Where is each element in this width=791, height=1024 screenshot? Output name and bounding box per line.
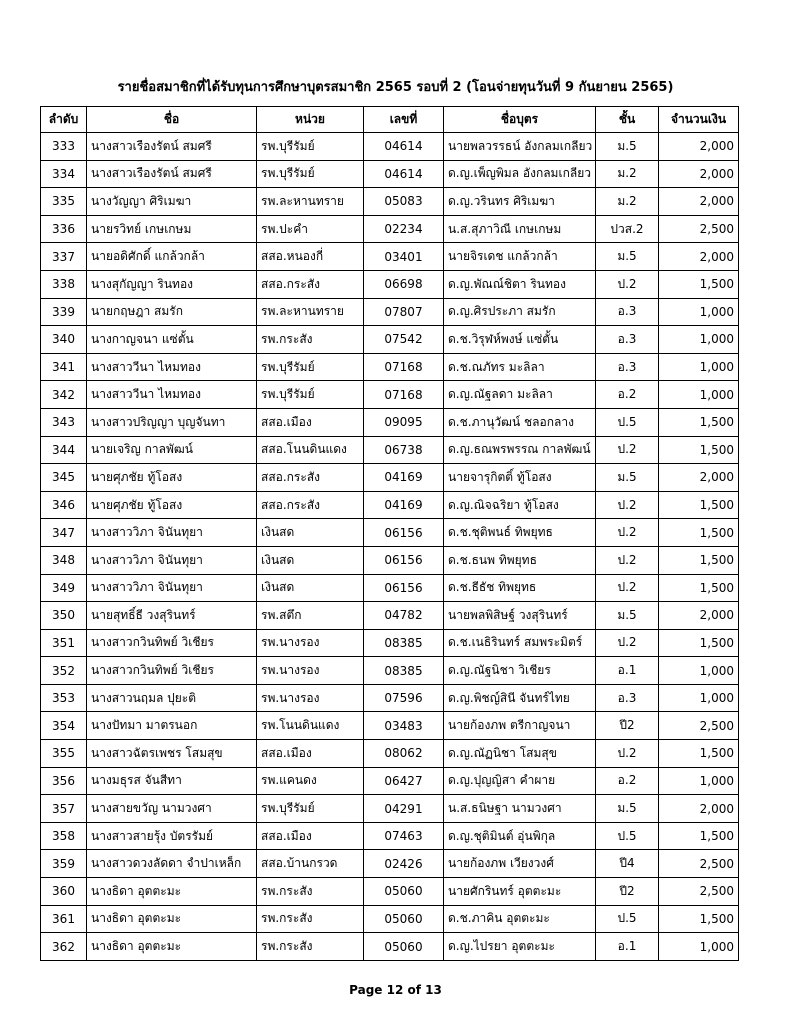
table-row — [41, 188, 739, 216]
cell-member-id: 02234 — [364, 215, 444, 243]
cell-name: นางธิดา อุตตะมะ — [87, 878, 257, 906]
table-row — [41, 602, 739, 630]
cell-child: ด.ช.ชุติพนธ์ ทิพยุทธ — [444, 519, 596, 547]
cell-name: นายอดิศักดิ์ แกล้วกล้า — [87, 243, 257, 271]
cell-name: นายศุภชัย ทู้โอสง — [87, 491, 257, 519]
cell-child: ด.ญ.วรินทร ศิริเมฆา — [444, 188, 596, 216]
table-row — [41, 519, 739, 547]
cell-no: 339 — [41, 298, 87, 326]
cell-amount: 1,000 — [659, 326, 739, 354]
col-header-name: ชื่อ — [87, 107, 257, 133]
cell-name: นางวัญญา ศิริเมฆา — [87, 188, 257, 216]
cell-name: นายกฤษฎา สมรัก — [87, 298, 257, 326]
cell-unit: รพ.แคนดง — [257, 767, 364, 795]
cell-no: 340 — [41, 326, 87, 354]
cell-amount: 2,000 — [659, 602, 739, 630]
cell-no: 348 — [41, 546, 87, 574]
cell-name: นางสาวนฤมล ปุยะติ — [87, 684, 257, 712]
cell-no: 337 — [41, 243, 87, 271]
cell-amount: 1,500 — [659, 491, 739, 519]
cell-child: ด.ช.ธีธัช ทิพยุทธ — [444, 574, 596, 602]
cell-member-id: 07807 — [364, 298, 444, 326]
col-header-no: ลำดับ — [41, 107, 87, 133]
cell-name: นางสุกัญญา รินทอง — [87, 270, 257, 298]
header-row — [41, 107, 739, 133]
cell-member-id: 06698 — [364, 270, 444, 298]
cell-grade: ม.2 — [596, 160, 659, 188]
cell-unit: รพ.บุรีรัมย์ — [257, 353, 364, 381]
cell-name: นายเจริญ กาลพัฒน์ — [87, 436, 257, 464]
cell-amount: 1,000 — [659, 933, 739, 961]
cell-child: นายจิรเดช แกล้วกล้า — [444, 243, 596, 271]
cell-child: ด.ญ.ณัฐนิชา วิเชียร — [444, 657, 596, 685]
cell-amount: 1,500 — [659, 740, 739, 768]
cell-member-id: 04614 — [364, 133, 444, 161]
cell-grade: ป.2 — [596, 629, 659, 657]
cell-child: ด.ญ.เพ็ญพิมล อังกลมเกลียว — [444, 160, 596, 188]
cell-unit: เงินสด — [257, 574, 364, 602]
cell-grade: ป.5 — [596, 905, 659, 933]
cell-member-id: 08385 — [364, 629, 444, 657]
cell-child: ด.ช.วิรุฬห์พงษ์ แซ่ตั้น — [444, 326, 596, 354]
cell-unit: รพ.กระสัง — [257, 905, 364, 933]
table-row — [41, 850, 739, 878]
cell-unit: สสอ.เมือง — [257, 822, 364, 850]
cell-name: นางสาวปริญญา บุญจันทา — [87, 408, 257, 436]
cell-member-id: 05060 — [364, 933, 444, 961]
table-row — [41, 270, 739, 298]
cell-name: นางสาวดวงลัดดา จำปาเหล็ก — [87, 850, 257, 878]
cell-amount: 1,500 — [659, 905, 739, 933]
cell-unit: รพ.กระสัง — [257, 878, 364, 906]
cell-unit: รพ.นางรอง — [257, 629, 364, 657]
col-header-unit: หน่วย — [257, 107, 364, 133]
cell-amount: 2,000 — [659, 133, 739, 161]
cell-grade: ม.5 — [596, 464, 659, 492]
cell-grade: ป.5 — [596, 408, 659, 436]
cell-member-id: 02426 — [364, 850, 444, 878]
cell-member-id: 06156 — [364, 574, 444, 602]
cell-amount: 1,500 — [659, 270, 739, 298]
cell-amount: 1,000 — [659, 767, 739, 795]
cell-member-id: 03483 — [364, 712, 444, 740]
cell-no: 358 — [41, 822, 87, 850]
cell-member-id: 08385 — [364, 657, 444, 685]
cell-child: นายศักรินทร์ อุตตะมะ — [444, 878, 596, 906]
cell-child: ด.ช.ธนพ ทิพยุทธ — [444, 546, 596, 574]
table-row — [41, 215, 739, 243]
cell-child: ด.ญ.ณิจฉริยา ทู้โอสง — [444, 491, 596, 519]
cell-no: 347 — [41, 519, 87, 547]
table-row — [41, 408, 739, 436]
cell-child: ด.ญ.ธณพรพรรณ กาลพัฒน์ — [444, 436, 596, 464]
table-row — [41, 491, 739, 519]
cell-child: ด.ญ.ณัฏนิชา โสมสุข — [444, 740, 596, 768]
cell-member-id: 05060 — [364, 878, 444, 906]
cell-member-id: 06738 — [364, 436, 444, 464]
cell-name: นางสาวเรืองรัตน์ สมศรี — [87, 160, 257, 188]
cell-amount: 1,500 — [659, 436, 739, 464]
cell-name: นางสาววิภา จินันทุยา — [87, 519, 257, 547]
cell-unit: รพ.บุรีรัมย์ — [257, 133, 364, 161]
cell-child: น.ส.ธนิษฐา นามวงศา — [444, 795, 596, 823]
table-row — [41, 133, 739, 161]
cell-unit: สสอ.กระสัง — [257, 491, 364, 519]
cell-amount: 1,000 — [659, 353, 739, 381]
cell-member-id: 07542 — [364, 326, 444, 354]
table-row — [41, 767, 739, 795]
cell-grade: ป.2 — [596, 574, 659, 602]
cell-name: นางสาววีนา ไหมทอง — [87, 381, 257, 409]
cell-grade: อ.3 — [596, 353, 659, 381]
cell-no: 352 — [41, 657, 87, 685]
cell-unit: รพ.สตึก — [257, 602, 364, 630]
cell-name: นายรวิทย์ เกษเกษม — [87, 215, 257, 243]
cell-grade: ม.5 — [596, 133, 659, 161]
cell-amount: 1,000 — [659, 298, 739, 326]
document-title: รายชื่อสมาชิกที่ได้รับทุนการศึกษาบุตรสมาชิก 2565 รอบที่ 2 (โอนจ่ายทุนวันที่ 9 กันยายน 2565) — [117, 80, 674, 95]
cell-amount: 2,000 — [659, 795, 739, 823]
cell-child: ด.ญ.ชุติมินต์ อุ่นพิกุล — [444, 822, 596, 850]
scholarship-table — [40, 106, 739, 961]
cell-no: 360 — [41, 878, 87, 906]
cell-child: นายก้องภพ เวียงวงศ์ — [444, 850, 596, 878]
cell-name: นางสาววิภา จินันทุยา — [87, 574, 257, 602]
cell-no: 351 — [41, 629, 87, 657]
cell-amount: 2,000 — [659, 243, 739, 271]
cell-no: 334 — [41, 160, 87, 188]
cell-member-id: 07168 — [364, 381, 444, 409]
cell-member-id: 06156 — [364, 546, 444, 574]
cell-grade: ป.2 — [596, 740, 659, 768]
cell-member-id: 04169 — [364, 491, 444, 519]
cell-no: 344 — [41, 436, 87, 464]
cell-name: นางปัทมา มาตรนอก — [87, 712, 257, 740]
cell-member-id: 07168 — [364, 353, 444, 381]
cell-member-id: 04291 — [364, 795, 444, 823]
cell-child: ด.ญ.พัณณ์ชิตา รินทอง — [444, 270, 596, 298]
cell-grade: ป.2 — [596, 546, 659, 574]
cell-member-id: 03401 — [364, 243, 444, 271]
table-row — [41, 905, 739, 933]
cell-amount: 2,000 — [659, 464, 739, 492]
cell-no: 356 — [41, 767, 87, 795]
cell-member-id: 04614 — [364, 160, 444, 188]
cell-name: นางสาวกวินทิพย์ วิเชียร — [87, 629, 257, 657]
cell-unit: สสอ.บ้านกรวด — [257, 850, 364, 878]
cell-grade: ปี2 — [596, 712, 659, 740]
cell-no: 343 — [41, 408, 87, 436]
table-row — [41, 243, 739, 271]
cell-name: นางกาญจนา แซ่ตั้น — [87, 326, 257, 354]
cell-grade: ป.2 — [596, 270, 659, 298]
cell-child: ด.ช.ภานุวัฒน์ ชลอกลาง — [444, 408, 596, 436]
cell-amount: 1,000 — [659, 684, 739, 712]
cell-amount: 1,000 — [659, 657, 739, 685]
cell-grade: ม.5 — [596, 795, 659, 823]
cell-member-id: 07463 — [364, 822, 444, 850]
cell-amount: 1,500 — [659, 546, 739, 574]
cell-name: นายสุทธิ์ธี วงสุรินทร์ — [87, 602, 257, 630]
cell-unit: รพ.บุรีรัมย์ — [257, 795, 364, 823]
cell-no: 342 — [41, 381, 87, 409]
cell-unit: เงินสด — [257, 546, 364, 574]
cell-grade: อ.1 — [596, 657, 659, 685]
cell-no: 355 — [41, 740, 87, 768]
cell-grade: ม.5 — [596, 243, 659, 271]
cell-no: 357 — [41, 795, 87, 823]
cell-no: 341 — [41, 353, 87, 381]
table-row — [41, 878, 739, 906]
cell-unit: สสอ.หนองกี่ — [257, 243, 364, 271]
table-row — [41, 933, 739, 961]
cell-grade: ป.2 — [596, 491, 659, 519]
table-row — [41, 436, 739, 464]
cell-amount: 1,500 — [659, 574, 739, 602]
cell-unit: รพ.กระสัง — [257, 933, 364, 961]
table-row — [41, 326, 739, 354]
cell-member-id: 04782 — [364, 602, 444, 630]
table-row — [41, 740, 739, 768]
cell-child: ด.ญ.พิชญ์สินี จันทร์ไทย — [444, 684, 596, 712]
cell-grade: อ.2 — [596, 767, 659, 795]
col-header-child: ชื่อบุตร — [444, 107, 596, 133]
cell-amount: 2,500 — [659, 215, 739, 243]
cell-no: 336 — [41, 215, 87, 243]
cell-no: 335 — [41, 188, 87, 216]
cell-grade: อ.3 — [596, 684, 659, 712]
cell-grade: อ.1 — [596, 933, 659, 961]
cell-grade: อ.3 — [596, 326, 659, 354]
cell-member-id: 05083 — [364, 188, 444, 216]
table-row — [41, 353, 739, 381]
cell-child: ด.ญ.ปุญญิสา คำผาย — [444, 767, 596, 795]
cell-unit: รพ.โนนดินแดง — [257, 712, 364, 740]
cell-no: 346 — [41, 491, 87, 519]
table-row — [41, 546, 739, 574]
cell-amount: 2,000 — [659, 160, 739, 188]
cell-name: นางธิดา อุตตะมะ — [87, 933, 257, 961]
cell-name: นางธิดา อุตตะมะ — [87, 905, 257, 933]
cell-unit: รพ.ปะคำ — [257, 215, 364, 243]
cell-grade: ป.5 — [596, 822, 659, 850]
cell-grade: อ.3 — [596, 298, 659, 326]
cell-no: 345 — [41, 464, 87, 492]
table-row — [41, 464, 739, 492]
cell-amount: 1,500 — [659, 822, 739, 850]
cell-grade: ป.2 — [596, 519, 659, 547]
cell-child: ด.ญ.ณัฐลดา มะลิลา — [444, 381, 596, 409]
cell-unit: รพ.นางรอง — [257, 657, 364, 685]
cell-name: นางสาวเรืองรัตน์ สมศรี — [87, 133, 257, 161]
cell-amount: 1,500 — [659, 519, 739, 547]
cell-child: ด.ญ.ศิรประภา สมรัก — [444, 298, 596, 326]
cell-no: 362 — [41, 933, 87, 961]
cell-no: 359 — [41, 850, 87, 878]
cell-unit: รพ.บุรีรัมย์ — [257, 381, 364, 409]
table-row — [41, 795, 739, 823]
cell-amount: 1,000 — [659, 381, 739, 409]
page-footer: Page 12 of 13 — [349, 983, 442, 997]
cell-no: 338 — [41, 270, 87, 298]
cell-amount: 2,500 — [659, 878, 739, 906]
cell-member-id: 09095 — [364, 408, 444, 436]
table-row — [41, 629, 739, 657]
table-row — [41, 684, 739, 712]
cell-grade: ม.2 — [596, 188, 659, 216]
cell-unit: สสอ.เมือง — [257, 740, 364, 768]
cell-unit: รพ.บุรีรัมย์ — [257, 160, 364, 188]
table-row — [41, 657, 739, 685]
cell-child: นายก้องภพ ตรีกาญจนา — [444, 712, 596, 740]
table-row — [41, 381, 739, 409]
cell-member-id: 08062 — [364, 740, 444, 768]
cell-amount: 1,500 — [659, 629, 739, 657]
cell-child: น.ส.สุภาวิณี เกษเกษม — [444, 215, 596, 243]
table-row — [41, 574, 739, 602]
cell-child: นายพลพิสิษฐ์ วงสุรินทร์ — [444, 602, 596, 630]
cell-name: นางมธุรส จันสีทา — [87, 767, 257, 795]
cell-amount: 1,500 — [659, 408, 739, 436]
cell-child: ด.ช.เนธิรินทร์ สมพระมิตร์ — [444, 629, 596, 657]
cell-amount: 2,500 — [659, 712, 739, 740]
cell-no: 353 — [41, 684, 87, 712]
table-row — [41, 712, 739, 740]
cell-name: นางสายขวัญ นามวงศา — [87, 795, 257, 823]
cell-child: ด.ญ.ไปรยา อุตตะมะ — [444, 933, 596, 961]
cell-name: นางสาวกวินทิพย์ วิเชียร — [87, 657, 257, 685]
cell-grade: ปวส.2 — [596, 215, 659, 243]
cell-unit: สสอ.โนนดินแดง — [257, 436, 364, 464]
cell-grade: ม.5 — [596, 602, 659, 630]
cell-amount: 2,000 — [659, 188, 739, 216]
cell-member-id: 05060 — [364, 905, 444, 933]
table-row — [41, 298, 739, 326]
cell-member-id: 06427 — [364, 767, 444, 795]
cell-member-id: 04169 — [364, 464, 444, 492]
cell-unit: สสอ.กระสัง — [257, 270, 364, 298]
table-row — [41, 160, 739, 188]
cell-unit: สสอ.กระสัง — [257, 464, 364, 492]
cell-member-id: 06156 — [364, 519, 444, 547]
col-header-member-id: เลขที่ — [364, 107, 444, 133]
cell-grade: ปี2 — [596, 878, 659, 906]
table-row — [41, 822, 739, 850]
cell-no: 333 — [41, 133, 87, 161]
cell-amount: 2,500 — [659, 850, 739, 878]
cell-no: 354 — [41, 712, 87, 740]
cell-unit: รพ.ละหานทราย — [257, 298, 364, 326]
cell-name: นางสาวฉัตรเพชร โสมสุข — [87, 740, 257, 768]
cell-unit: รพ.ละหานทราย — [257, 188, 364, 216]
cell-grade: ป.2 — [596, 436, 659, 464]
cell-no: 349 — [41, 574, 87, 602]
cell-child: นายจารุกิตติ์ ทู้โอสง — [444, 464, 596, 492]
cell-unit: รพ.นางรอง — [257, 684, 364, 712]
cell-child: ด.ช.ณภัทร มะลิลา — [444, 353, 596, 381]
cell-child: นายพลวรรธน์ อังกลมเกลียว — [444, 133, 596, 161]
cell-no: 350 — [41, 602, 87, 630]
col-header-amount: จำนวนเงิน — [659, 107, 739, 133]
cell-name: นายศุภชัย ทู้โอสง — [87, 464, 257, 492]
cell-unit: สสอ.เมือง — [257, 408, 364, 436]
cell-name: นางสาวสายรุ้ง บัตรรัมย์ — [87, 822, 257, 850]
cell-unit: รพ.กระสัง — [257, 326, 364, 354]
col-header-grade: ชั้น — [596, 107, 659, 133]
cell-member-id: 07596 — [364, 684, 444, 712]
cell-child: ด.ช.ภาคิน อุตตะมะ — [444, 905, 596, 933]
cell-no: 361 — [41, 905, 87, 933]
cell-unit: เงินสด — [257, 519, 364, 547]
cell-grade: ปี4 — [596, 850, 659, 878]
cell-grade: อ.2 — [596, 381, 659, 409]
cell-name: นางสาววีนา ไหมทอง — [87, 353, 257, 381]
cell-name: นางสาววิภา จินันทุยา — [87, 546, 257, 574]
